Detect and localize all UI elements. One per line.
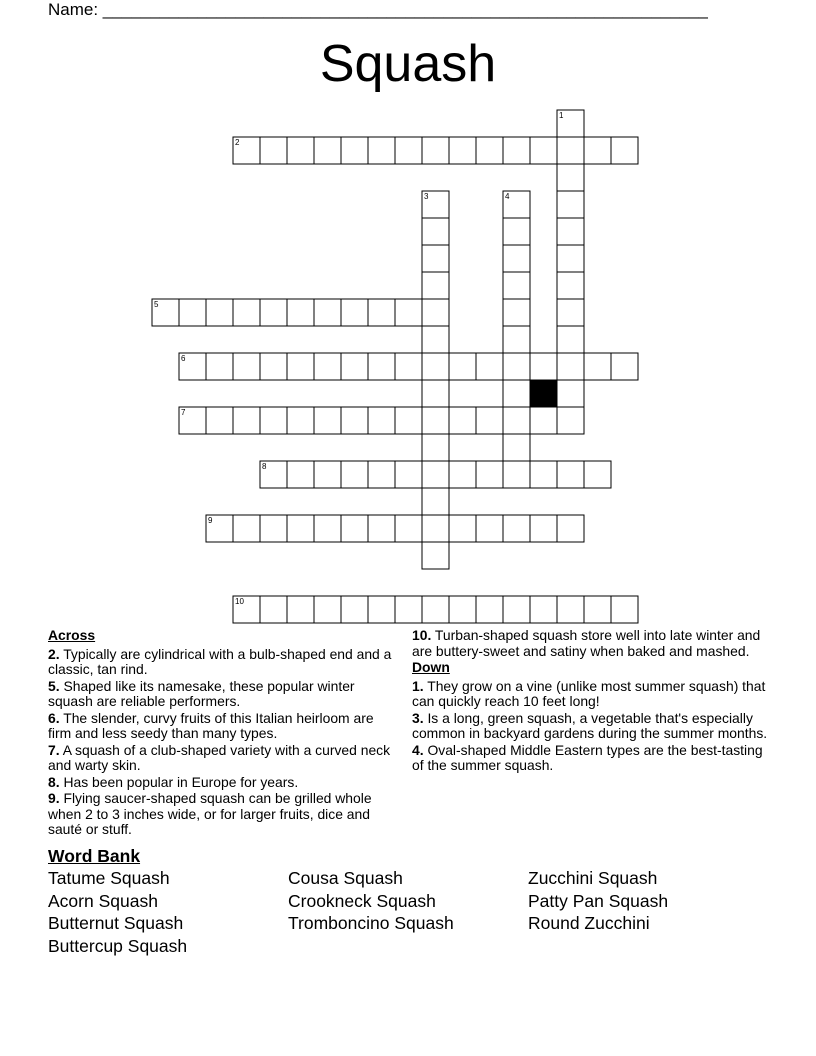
- word-bank-item: Tatume Squash: [48, 868, 170, 888]
- grid-cell[interactable]: [395, 407, 422, 434]
- grid-cell[interactable]: [476, 353, 503, 380]
- clue-number: 3.: [412, 709, 424, 726]
- grid-cell[interactable]: [287, 515, 314, 542]
- grid-cell[interactable]: [503, 299, 530, 326]
- grid-cell[interactable]: [422, 515, 449, 542]
- grid-number-9: 9: [208, 516, 213, 525]
- grid-cell[interactable]: [557, 353, 584, 380]
- grid-number-4: 4: [505, 192, 510, 201]
- word-bank-column-2: [288, 867, 454, 935]
- grid-cell[interactable]: [530, 515, 557, 542]
- grid-cell[interactable]: [476, 461, 503, 488]
- grid-cell[interactable]: [503, 596, 530, 623]
- grid-block: [530, 380, 557, 407]
- grid-cell[interactable]: [422, 137, 449, 164]
- grid-cell[interactable]: [152, 299, 179, 326]
- grid-cell[interactable]: [260, 407, 287, 434]
- grid-cell[interactable]: [530, 461, 557, 488]
- grid-cell[interactable]: [233, 353, 260, 380]
- grid-cell[interactable]: [341, 461, 368, 488]
- grid-cell[interactable]: [341, 299, 368, 326]
- grid-cell[interactable]: [368, 596, 395, 623]
- grid-cell[interactable]: [557, 272, 584, 299]
- clue-text: Typically are cylindrical with a bulb-shaped end and a classic, tan rind.: [48, 645, 392, 677]
- grid-cell[interactable]: [233, 596, 260, 623]
- grid-cell[interactable]: [503, 434, 530, 461]
- grid-cell[interactable]: [449, 353, 476, 380]
- grid-cell[interactable]: [314, 461, 341, 488]
- grid-cell[interactable]: [557, 515, 584, 542]
- across-clue-2: [48, 647, 393, 678]
- grid-cell[interactable]: [557, 380, 584, 407]
- grid-cell[interactable]: [503, 326, 530, 353]
- grid-cell[interactable]: [476, 596, 503, 623]
- grid-cell[interactable]: [449, 461, 476, 488]
- name-field: Name: ________________________________________________________________: [48, 0, 708, 19]
- clue-text: Flying saucer-shaped squash can be grilled whole when 2 to 3 inches wide, or for larger fruits, dice and sauté or stuff.: [48, 790, 372, 837]
- grid-cell[interactable]: [557, 218, 584, 245]
- grid-cell[interactable]: [530, 407, 557, 434]
- word-bank-item: Butternut Squash: [48, 913, 184, 934]
- grid-cell[interactable]: [449, 596, 476, 623]
- grid-cell[interactable]: [422, 434, 449, 461]
- grid-cell[interactable]: [260, 596, 287, 623]
- down-clue-1: [412, 679, 772, 710]
- grid-cell[interactable]: [287, 461, 314, 488]
- grid-cell[interactable]: [422, 488, 449, 515]
- grid-cell[interactable]: [233, 515, 260, 542]
- word-bank-title: Word Bank: [48, 846, 141, 866]
- grid-cell[interactable]: [260, 353, 287, 380]
- grid-number-3: 3: [424, 192, 429, 201]
- clue-text: Is a long, green squash, a vegetable that's especially common in backyard gardens during the summer months.: [412, 709, 768, 741]
- grid-cell[interactable]: [422, 542, 449, 569]
- clue-number: 9.: [48, 790, 60, 806]
- word-bank-item: Round Zucchini: [528, 913, 650, 934]
- grid-cell[interactable]: [422, 407, 449, 434]
- grid-cell[interactable]: [287, 137, 314, 164]
- clue-number: 6.: [48, 709, 60, 726]
- down-clue-3: [412, 711, 772, 742]
- grid-cell[interactable]: [260, 137, 287, 164]
- clue-text: The slender, curvy fruits of this Italian heirloom are firm and less seedy than many types.: [48, 709, 374, 741]
- grid-cell[interactable]: [206, 407, 233, 434]
- grid-cell[interactable]: [503, 137, 530, 164]
- grid-cell[interactable]: [341, 137, 368, 164]
- grid-cell[interactable]: [233, 407, 260, 434]
- grid-cell[interactable]: [557, 110, 584, 137]
- grid-number-6: 6: [181, 354, 186, 363]
- grid-cell[interactable]: [395, 137, 422, 164]
- word-bank-item: Tromboncino Squash: [288, 913, 454, 934]
- grid-cell[interactable]: [368, 299, 395, 326]
- grid-cell[interactable]: [368, 515, 395, 542]
- grid-cell[interactable]: [395, 299, 422, 326]
- grid-cell[interactable]: [422, 380, 449, 407]
- grid-cell[interactable]: [368, 137, 395, 164]
- grid-cell[interactable]: [314, 137, 341, 164]
- clue-number: 4.: [412, 741, 424, 758]
- grid-cell[interactable]: [314, 515, 341, 542]
- page-title: Squash: [319, 35, 497, 93]
- grid-cell[interactable]: [341, 353, 368, 380]
- grid-cell[interactable]: [314, 596, 341, 623]
- across-clue-7: [48, 743, 393, 774]
- word-bank-item: Acorn Squash: [48, 890, 158, 911]
- clue-number: 7.: [48, 741, 60, 758]
- clue-text: Oval-shaped Middle Eastern types are the best-tasting of the summer squash.: [412, 741, 763, 773]
- grid-cell[interactable]: [557, 191, 584, 218]
- grid-cell[interactable]: [395, 353, 422, 380]
- grid-cell[interactable]: [584, 461, 611, 488]
- grid-number-7: 7: [181, 408, 186, 417]
- clue-text: A squash of a club-shaped variety with a curved neck and warty skin.: [48, 741, 391, 773]
- grid-number-5: 5: [154, 300, 159, 309]
- clue-text: Shaped like its namesake, these popular winter squash are reliable performers.: [48, 677, 355, 709]
- grid-cell[interactable]: [422, 596, 449, 623]
- grid-cell[interactable]: [422, 299, 449, 326]
- clue-number: 2.: [48, 645, 60, 662]
- grid-cell[interactable]: [530, 137, 557, 164]
- grid-cell[interactable]: [611, 596, 638, 623]
- clue-number: 10.: [412, 627, 432, 643]
- grid-cell[interactable]: [557, 407, 584, 434]
- grid-cell[interactable]: [314, 299, 341, 326]
- grid-cell[interactable]: [530, 596, 557, 623]
- word-bank-item: Buttercup Squash: [48, 936, 188, 957]
- across-clue-10: [412, 628, 772, 659]
- grid-cell[interactable]: [476, 407, 503, 434]
- across-clue-5: [48, 679, 393, 710]
- grid-cell[interactable]: [233, 299, 260, 326]
- grid-cell[interactable]: [395, 461, 422, 488]
- grid-cell[interactable]: [206, 299, 233, 326]
- grid-cell[interactable]: [503, 461, 530, 488]
- clue-number: 1.: [412, 677, 424, 694]
- grid-cell[interactable]: [503, 353, 530, 380]
- word-bank-column-1: [48, 867, 187, 958]
- clues-left-column: [48, 628, 393, 839]
- grid-cell[interactable]: [314, 353, 341, 380]
- grid-cell[interactable]: [422, 191, 449, 218]
- grid-number-10: 10: [235, 597, 244, 606]
- word-bank-item: Patty Pan Squash: [528, 890, 669, 911]
- clue-text: Turban-shaped squash store well into late winter and are buttery-sweet and satiny when baked and mashed.: [412, 627, 761, 659]
- grid-number-1: 1: [559, 111, 564, 120]
- grid-cell[interactable]: [179, 299, 206, 326]
- grid-cell[interactable]: [314, 407, 341, 434]
- grid-cell[interactable]: [422, 245, 449, 272]
- grid-cell[interactable]: [206, 515, 233, 542]
- clue-text: Has been popular in Europe for years.: [63, 773, 299, 790]
- clue-number: 5.: [48, 677, 60, 694]
- grid-cell[interactable]: [557, 164, 584, 191]
- grid-cell[interactable]: [422, 461, 449, 488]
- grid-cell[interactable]: [503, 272, 530, 299]
- grid-cell[interactable]: [449, 137, 476, 164]
- grid-cell[interactable]: [611, 137, 638, 164]
- grid-cell[interactable]: [557, 137, 584, 164]
- word-bank-item: Cousa Squash: [288, 868, 403, 888]
- grid-cell[interactable]: [395, 515, 422, 542]
- grid-cell[interactable]: [557, 299, 584, 326]
- grid-cell[interactable]: [449, 407, 476, 434]
- grid-cell[interactable]: [341, 596, 368, 623]
- across-heading: Across: [48, 627, 96, 643]
- word-bank-item: Crookneck Squash: [288, 890, 436, 911]
- grid-cell[interactable]: [422, 353, 449, 380]
- grid-cell[interactable]: [368, 461, 395, 488]
- grid-cell[interactable]: [260, 461, 287, 488]
- grid-cell[interactable]: [503, 407, 530, 434]
- grid-cell[interactable]: [557, 245, 584, 272]
- grid-cell[interactable]: [233, 137, 260, 164]
- grid-cell[interactable]: [503, 245, 530, 272]
- grid-number-2: 2: [235, 138, 240, 147]
- grid-cell[interactable]: [503, 515, 530, 542]
- grid-cell[interactable]: [557, 461, 584, 488]
- grid-cell[interactable]: [503, 380, 530, 407]
- clue-text: They grow on a vine (unlike most summer squash) that can quickly reach 10 feet long!: [412, 677, 766, 709]
- grid-cell[interactable]: [260, 299, 287, 326]
- grid-cell[interactable]: [287, 407, 314, 434]
- grid-cell[interactable]: [287, 299, 314, 326]
- grid-cell[interactable]: [530, 353, 557, 380]
- grid-number-8: 8: [262, 462, 267, 471]
- grid-cell[interactable]: [584, 596, 611, 623]
- grid-cell[interactable]: [584, 137, 611, 164]
- grid-cell[interactable]: [260, 515, 287, 542]
- grid-cell[interactable]: [449, 515, 476, 542]
- word-bank-item: Zucchini Squash: [528, 868, 658, 888]
- across-clue-8: [48, 775, 393, 791]
- grid-cell[interactable]: [503, 191, 530, 218]
- grid-cell[interactable]: [584, 353, 611, 380]
- grid-cell[interactable]: [611, 353, 638, 380]
- grid-cell[interactable]: [287, 596, 314, 623]
- grid-cell[interactable]: [341, 407, 368, 434]
- word-bank-column-3: [528, 867, 668, 935]
- down-heading: Down: [412, 659, 450, 675]
- grid-cell[interactable]: [179, 353, 206, 380]
- grid-cell[interactable]: [422, 218, 449, 245]
- grid-cell[interactable]: [341, 515, 368, 542]
- grid-cell[interactable]: [368, 407, 395, 434]
- grid-cell[interactable]: [287, 353, 314, 380]
- grid-cell[interactable]: [557, 596, 584, 623]
- clues-right-column: [412, 628, 772, 775]
- across-clue-6: [48, 711, 393, 742]
- grid-cell[interactable]: [206, 353, 233, 380]
- across-clue-9: [48, 791, 393, 838]
- grid-cell[interactable]: [422, 272, 449, 299]
- grid-cell[interactable]: [476, 137, 503, 164]
- clue-number: 8.: [48, 773, 60, 790]
- grid-cell[interactable]: [395, 596, 422, 623]
- grid-cell[interactable]: [179, 407, 206, 434]
- grid-cell[interactable]: [368, 353, 395, 380]
- grid-cell[interactable]: [503, 218, 530, 245]
- down-clue-4: [412, 743, 772, 774]
- grid-cell[interactable]: [557, 326, 584, 353]
- grid-cell[interactable]: [422, 326, 449, 353]
- grid-cell[interactable]: [476, 515, 503, 542]
